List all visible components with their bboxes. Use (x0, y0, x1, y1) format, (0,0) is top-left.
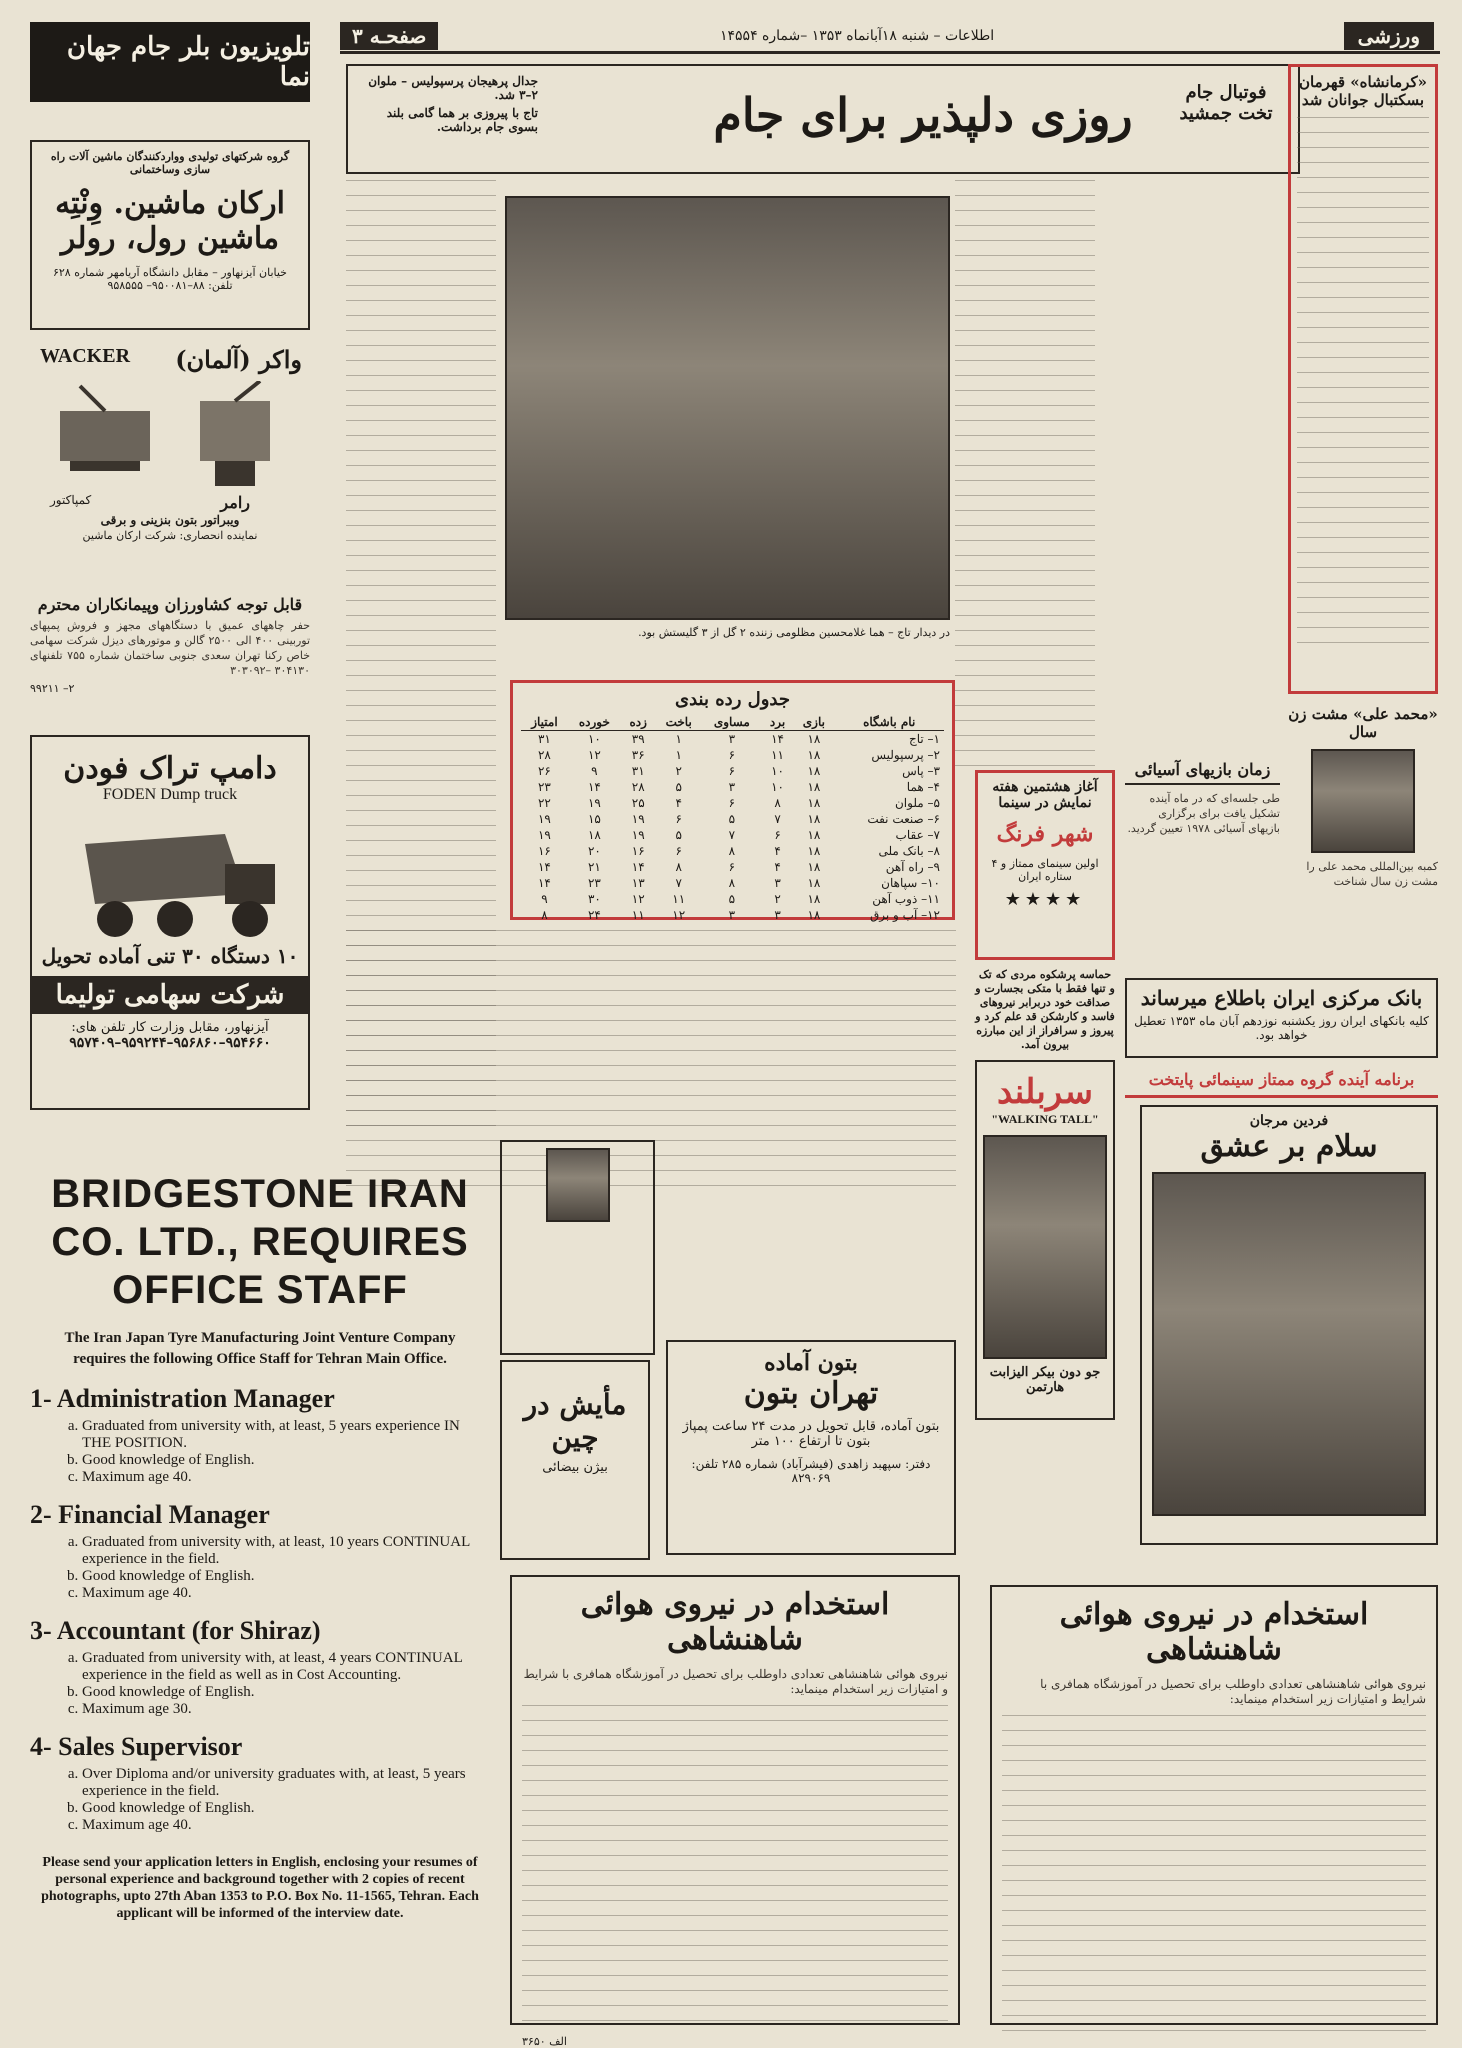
standings-row (521, 731, 944, 748)
airforce-intro-right: نیروی هوائی شاهنشاهی تعدادی داوطلب برای تحصیل در آموزشگاه همافری با شرایط و امتیازات زیر استخدام مینماید: (1040, 1677, 1426, 1706)
standings-row (521, 779, 944, 795)
position-title: 4- Sales Supervisor (30, 1732, 243, 1761)
festival-note: اولین سینمای ممتاز و ۴ ستاره ایران (991, 857, 1099, 883)
standings-cell: ۸ (675, 860, 682, 874)
salam-eshgh-cast: فردین مرجان (1249, 1113, 1329, 1129)
standings-cell: ۶ (728, 748, 736, 762)
standings-cell: ۱۹ (537, 828, 551, 842)
festival-stars: ★★★★ (1004, 889, 1086, 910)
standings-cell: ۳۰ (587, 892, 601, 906)
standings-cell: ۱۸ (807, 876, 821, 890)
standings-cell: ۱۸ (807, 812, 821, 826)
wacker-line: ویبراتور بتون بنزینی و برقی (100, 513, 240, 527)
issue-line: اطلاعات – شنبه ۱۸آبانماه ۱۳۵۳ –شماره ۱۴۵۵۴ (720, 28, 995, 44)
airforce-ad-right (990, 1585, 1438, 2025)
arkan-address: خیابان آیزنهاور – مقابل دانشگاه آریامهر شماره ۶۲۸ تلفن: ۸۸–۹۵۰۰۸۱– ۹۵۸۵۵۵ (52, 266, 287, 292)
standings-cell: ۵– ملوان (894, 796, 940, 810)
foden-offer: ۱۰ دستگاه ۳۰ تنی آماده تحویل (41, 944, 299, 968)
airforce-title-left: استخدام در نیروی هوائی شاهنشاهی (580, 1587, 890, 1657)
lead-bullet-1: جدال پرهیجان پرسپولیس – ملوان ۲–۳ شد. (368, 74, 538, 102)
standings-row (521, 843, 944, 859)
standings-cell: ۷ (774, 812, 781, 826)
asian-games-body: طی جلسه‌ای که در ماه آینده تشکیل یافت برای برگزاری بازیهای آسیائی ۱۹۷۸ تعیین گردید. (1127, 792, 1280, 835)
standings-cell: ۲۳ (537, 780, 551, 794)
bridgestone-footer: Please send your application letters in English, enclosing your resumes of personal experience and background together with 2 copies of recent photographs, upto 27th Aban 1353 to P.O. Box No. 11-1565, Tehran. Each applicant will be informed of the interview date. (41, 1855, 479, 1921)
standings-cell: ۱۸ (807, 844, 821, 858)
arkan-name-2: ماشین رول، رولر (60, 221, 280, 256)
standings-cell: ۱۹ (631, 812, 645, 826)
standings-cell: ۱۰ (587, 732, 601, 746)
foden-en: FODEN Dump truck (102, 786, 238, 803)
walking-tall-fa: سربلند (996, 1072, 1094, 1112)
walking-tall-ad (975, 1060, 1115, 1420)
standings-cell: ۳۱ (631, 764, 645, 778)
standings-cell: ۱۴ (631, 860, 645, 874)
standings-cell: ۱۸ (807, 780, 821, 794)
standings-cell: ۱۳ (631, 876, 645, 890)
standings-cell: ۶– صنعت نفت (867, 812, 940, 826)
lead-photo (505, 196, 950, 620)
standings-cell: ۱۱ (631, 908, 645, 922)
wacker-fa: واکر (آلمان) (175, 345, 302, 374)
standings-header-cell: نام باشگاه (834, 714, 944, 731)
position-title: 1- Administration Manager (30, 1384, 335, 1413)
masthead (340, 22, 1440, 54)
ali-story (1288, 705, 1438, 955)
concrete-address: دفتر: سپهبد زاهدی (فیشرآباد) شماره ۲۸۵ تلفن: ۸۲۹۰۶۹ (691, 1457, 931, 1485)
bridgestone-positions (30, 1384, 490, 1834)
lead-photo-caption: در دیدار تاج – هما غلامحسین مظلومی زننده ۲ گل از ۳ گلیستش بود. (638, 626, 950, 639)
standings-cell: ۳ (774, 876, 781, 890)
standings-cell: ۳۱ (537, 732, 551, 746)
standings-cell: ۱۸ (807, 908, 821, 922)
standings-row (521, 827, 944, 843)
foden-title: دامپ تراک فودن (63, 751, 277, 786)
standings-cell: ۹ (541, 892, 548, 906)
foden-company: شرکت سهامی تولیما (32, 976, 308, 1014)
requirement-item: b. Good knowledge of English. (82, 1800, 490, 1817)
requirement-item: a. Graduated from university with, at least, 10 years CONTINUAL experience in the field. (82, 1534, 490, 1568)
standings-cell: ۷– عقاب (895, 828, 940, 842)
standings-cell: ۱۱ (771, 748, 784, 762)
standings-cell: ۹ (591, 764, 598, 778)
farmers-ad (30, 595, 310, 710)
salam-eshgh-poster (1152, 1172, 1426, 1516)
standings-cell: ۱۲– آب و برق (869, 908, 940, 922)
ali-caption: کمبه بین‌المللی محمد علی را مشت زن سال شناخت (1306, 860, 1438, 888)
standings-cell: ۱۴ (771, 732, 784, 746)
standings-row (521, 891, 944, 907)
requirement-item: b. Good knowledge of English. (82, 1684, 490, 1701)
standings-cell: ۱۴ (537, 876, 551, 890)
lead-kicker: فوتبال جام تخت جمشید (1179, 82, 1273, 124)
kermanshah-story (1288, 64, 1438, 694)
airforce-intro-left: نیروی هوائی شاهنشاهی تعدادی داوطلب برای تحصیل در آموزشگاه همافری با شرایط و امتیازات زیر استخدام مینماید: (523, 1667, 948, 1696)
asian-games-title: زمان بازیهای آسیائی (1125, 760, 1280, 785)
standings-title: جدول رده بندی (675, 689, 790, 710)
standings-cell: ۱۸ (807, 748, 821, 762)
standings-cell: ۲۸ (537, 748, 551, 762)
standings-cell: ۲ (675, 764, 682, 778)
lead-bullets (358, 74, 538, 134)
ali-title: «محمد علی» مشت زن سال (1288, 705, 1438, 741)
concrete-name: تهران بتون (743, 1376, 879, 1411)
standings-cell: ۲۱ (587, 860, 601, 874)
standings-cell: ۳۹ (631, 732, 645, 746)
cinema-programs-banner (1125, 1070, 1438, 1098)
standings-cell: ۳ (728, 780, 736, 794)
standings-cell: ۱۰– سپاهان (881, 876, 940, 890)
standings-cell: ۲۶ (537, 764, 551, 778)
standings-cell: ۲۲ (537, 796, 551, 810)
central-bank-notice (1125, 978, 1438, 1058)
standings-row (521, 907, 944, 923)
standings-cell: ۷ (675, 876, 682, 890)
position-requirements (30, 1418, 490, 1486)
concrete-body: بتون آماده، قابل تحویل در مدت ۲۴ ساعت پمپاژ بتون تا ارتفاع ۱۰۰ متر (682, 1419, 940, 1449)
standings-cell: ۱۲ (631, 892, 645, 906)
airforce-code-left: الف ۳۶۵۰ (522, 2035, 567, 2048)
page-number: صفحـه ۳ (340, 22, 438, 50)
foden-ad (30, 735, 310, 1110)
standings-cell: ۳ (728, 908, 736, 922)
standings-cell: ۵ (675, 828, 682, 842)
arkan-top-line: گروه شرکتهای تولیدی وواردکنندگان ماشین آلات راه سازی وساختمانی (50, 150, 290, 176)
walking-tall-poster (983, 1135, 1107, 1359)
standings-cell: ۶ (728, 860, 736, 874)
festival-title: آغاز هشتمین هفته نمایش در سینما (992, 779, 1098, 811)
kermanshah-title: «کرمانشاه» قهرمان بسکتبال جوانان شد (1299, 73, 1427, 109)
wacker-ad (30, 345, 310, 545)
ali-photo (1311, 749, 1415, 853)
farmers-body: حفر چاههای عمیق با دستگاههای مجهز و فروش پمپهای توربینی ۴۰۰ الی ۲۵۰۰ گالن و موتورهای دیزل شرکت سهامی خاص رکنا تهران سعدی جنوبی ساختمان شماره ۷۵۵ تلفنهای ۳۰۴۱۳۰ –۳۰۳۰۹۲ (30, 619, 311, 677)
lead-column-right (955, 180, 1095, 770)
standings-cell: ۱۸ (807, 860, 821, 874)
standings-cell: ۸ (728, 844, 736, 858)
position-title: 2- Financial Manager (30, 1500, 270, 1529)
standings-cell: ۶ (728, 764, 736, 778)
standings-row (521, 859, 944, 875)
lead-headline: روزی دلپذیر برای جام (713, 88, 1133, 142)
standings-cell: ۱۴ (587, 780, 601, 794)
standings-cell: ۸– بانک ملی (878, 844, 940, 858)
standings-cell: ۲۸ (631, 780, 645, 794)
poetry-author: بیژن بیضائی (542, 1460, 608, 1475)
arkan-ad (30, 140, 310, 330)
standings-cell: ۵ (728, 812, 736, 826)
airforce-body-left (522, 1705, 948, 2035)
requirement-item: c. Maximum age 40. (82, 1469, 490, 1486)
standings-cell: ۱۸ (807, 828, 821, 842)
standings-grid (521, 714, 944, 923)
requirement-item: c. Maximum age 30. (82, 1701, 490, 1718)
farmers-code: ۲– ۹۹۲۱۱ (30, 682, 75, 695)
standings-cell: ۲۵ (631, 796, 645, 810)
standings-cell: ۴– هما (906, 780, 940, 794)
concrete-ad (666, 1340, 956, 1555)
standings-cell: ۲۰ (587, 844, 601, 858)
standings-cell: ۱۸ (807, 892, 821, 906)
standings-header-cell: بازی (793, 714, 834, 731)
wacker-brand: WACKER (40, 345, 131, 367)
standings-cell: ۱ (675, 748, 682, 762)
airforce-title-right: استخدام در نیروی هوائی شاهنشاهی (1059, 1597, 1369, 1667)
standings-header-cell: برد (762, 714, 794, 731)
requirement-item: b. Good knowledge of English. (82, 1452, 490, 1469)
bridgestone-subtitle: The Iran Japan Tyre Manufacturing Joint Venture Company requires the following Office Staff for Tehran Main Office. (64, 1330, 456, 1367)
airforce-body-right (1002, 1715, 1426, 2045)
requirement-item: c. Maximum age 40. (82, 1585, 490, 1602)
standings-cell: ۳ (728, 732, 736, 746)
standings-cell: ۸ (541, 908, 548, 922)
standings-cell: ۳۶ (631, 748, 645, 762)
wacker-machines-image (50, 381, 290, 491)
standings-row (521, 747, 944, 763)
cinema-programs-title: برنامه آینده گروه ممتاز سینمائی پایتخت (1148, 1070, 1415, 1089)
position-requirements (30, 1766, 490, 1834)
standings-header-cell: خورده (568, 714, 621, 731)
standings-cell: ۱۸ (807, 764, 821, 778)
standings-cell: ۴ (774, 844, 781, 858)
arkan-name: ارکان ماشین. وِنْتِه (55, 186, 285, 221)
position-title: 3- Accountant (for Shiraz) (30, 1616, 321, 1645)
standings-cell: ۱۲ (672, 908, 686, 922)
standings-cell: ۱۱– ذوب آهن (872, 892, 940, 906)
central-bank-title: بانک مرکزی ایران باطلاع میرساند (1140, 986, 1423, 1010)
airforce-ad-left (510, 1575, 960, 2048)
standings-cell: ۱۱ (672, 892, 686, 906)
dump-truck-image (55, 814, 285, 944)
farmers-title: قابل توجه کشاورزان وپیمانکاران محترم (37, 595, 303, 614)
section-label: ورزشی (1344, 22, 1434, 50)
walking-tall-cast: جو دون بیکر الیزابت هارتمن (989, 1365, 1101, 1395)
standings-cell: ۱۹ (587, 796, 601, 810)
concrete-title: بتون آماده (764, 1350, 858, 1376)
standings-cell: ۹– راه آهن (885, 860, 940, 874)
poetry-ad (500, 1360, 650, 1560)
standings-cell: ۱۹ (537, 812, 551, 826)
poetry-title: مأیش در چین (523, 1388, 627, 1454)
book-ad (500, 1140, 655, 1355)
requirement-item: c. Maximum age 40. (82, 1817, 490, 1834)
standings-cell: ۱۶ (537, 844, 551, 858)
salam-eshgh-title: سلام بر عشق (1200, 1129, 1378, 1164)
standings-cell: ۸ (774, 796, 781, 810)
salam-eshgh-ad (1140, 1105, 1438, 1545)
standings-cell: ۱۶ (631, 844, 645, 858)
wacker-rammer: رامر (220, 493, 250, 512)
standings-cell: ۶ (675, 812, 682, 826)
kermanshah-body (1297, 117, 1429, 657)
lead-bullet-2: تاج با پیروزی بر هما گامی بلند بسوی جام برداشت. (386, 106, 538, 134)
standings-cell: ۱۸ (807, 796, 821, 810)
standings-cell: ۱۸ (587, 828, 601, 842)
wacker-rep: نماینده انحصاری: شرکت ارکان ماشین (82, 529, 258, 542)
foden-address: آیزنهاور، مقابل وزارت کار تلفن های: (71, 1020, 269, 1035)
requirement-item: a. Over Diploma and/or university graduates with, at least, 5 years experience in the field. (82, 1766, 490, 1800)
standings-cell: ۸ (728, 876, 736, 890)
standings-cell: ۳– پاس (902, 764, 940, 778)
standings-cell: ۱۰ (771, 780, 784, 794)
position-requirements (30, 1534, 490, 1602)
standings-cell: ۱– تاج (908, 732, 940, 746)
standings-cell: ۱ (675, 732, 682, 746)
standings-row (521, 811, 944, 827)
standings-cell: ۴ (675, 796, 682, 810)
standings-cell: ۶ (774, 828, 781, 842)
standings-cell: ۱۹ (631, 828, 645, 842)
standings-cell: ۲ (774, 892, 781, 906)
standings-cell: ۶ (675, 844, 682, 858)
standings-table (510, 680, 955, 920)
standings-header-cell: زده (621, 714, 656, 731)
standings-cell: ۷ (728, 828, 736, 842)
requirement-item: a. Graduated from university with, at least, 4 years CONTINUAL experience in the field as well as in Cost Accounting. (82, 1650, 490, 1684)
bridgestone-ad (30, 1170, 490, 2030)
standings-cell: ۴ (774, 860, 781, 874)
tv-ad-logo: تلویزیون بلر جام جهان نما (30, 22, 310, 102)
foden-phones: ۹۵۴۶۶۰–۹۵۶۸۶۰–۹۵۹۲۴۴–۹۵۷۴۰۹ (69, 1035, 271, 1051)
standings-header-cell: مساوی (702, 714, 762, 731)
requirement-item: a. Graduated from university with, at least, 5 years experience IN THE POSITION. (82, 1418, 490, 1452)
standings-cell: ۱۲ (587, 748, 601, 762)
standings-cell: ۳ (774, 908, 781, 922)
standings-cell: ۱۵ (587, 812, 601, 826)
standings-cell: ۲۳ (587, 876, 601, 890)
standings-cell: ۱۴ (537, 860, 551, 874)
walking-tall-en: "WALKING TALL" (991, 1112, 1099, 1126)
standings-cell: ۲۴ (587, 908, 601, 922)
wacker-compactor: کمپاکتور (50, 493, 92, 507)
standings-cell: ۱۸ (807, 732, 821, 746)
book-cover (546, 1148, 610, 1222)
standings-row (521, 875, 944, 891)
festival-venue: شهر فرنگ (996, 821, 1094, 847)
standings-cell: ۲– پرسپولیس (871, 748, 940, 762)
standings-cell: ۱۰ (771, 764, 784, 778)
position-requirements (30, 1650, 490, 1718)
central-bank-body: کلیه بانکهای ایران روز یکشنبه نوزدهم آبان ماه ۱۳۵۳ تعطیل خواهد بود. (1134, 1014, 1429, 1042)
standings-row (521, 795, 944, 811)
asian-games-story (1125, 760, 1280, 960)
standings-header-cell: امتیاز (521, 714, 568, 731)
standings-header-cell: باخت (655, 714, 701, 731)
requirement-item: b. Good knowledge of English. (82, 1568, 490, 1585)
standings-row (521, 763, 944, 779)
bridgestone-title: BRIDGESTONE IRAN CO. LTD., REQUIRES OFFICE STAFF (51, 1172, 469, 1312)
lead-header (346, 64, 1300, 174)
standings-cell: ۶ (728, 796, 736, 810)
festival-ad (975, 770, 1115, 960)
standings-cell: ۵ (675, 780, 682, 794)
walking-tall-promo: حماسه پرشکوه مردی که تک و تنها فقط با متکی بجسارت و صداقت خود دربرابر نیروهای فاسد و کارشکن قد علم کرد و پیروز و سرافراز از این مبارزه بیرون آمد. (975, 968, 1115, 1051)
standings-cell: ۵ (728, 892, 736, 906)
